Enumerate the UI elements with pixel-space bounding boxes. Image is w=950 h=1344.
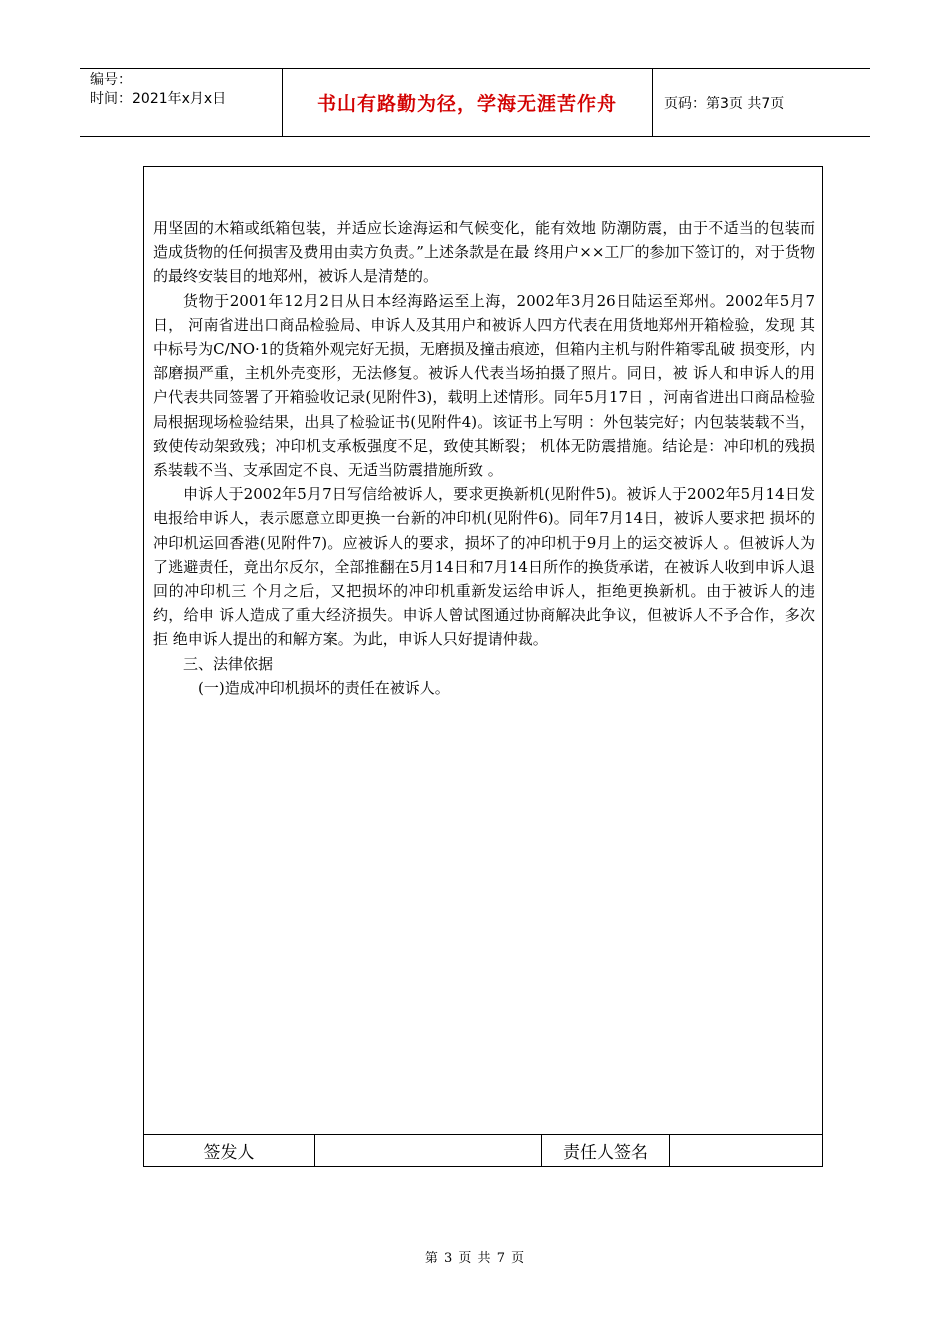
header-motto: 书山有路勤为径，学海无涯苦作舟 xyxy=(316,93,617,115)
issuer-label: 签发人 xyxy=(203,1143,255,1163)
document-body xyxy=(153,216,815,700)
responsible-label: 责任人签名 xyxy=(563,1143,648,1163)
body-paragraph: 用坚固的木箱或纸箱包装，并适应长途海运和气候变化，能有效地 防潮防震，由于不适当的包装而造成货物的任何损害及费用由卖方负责。”上述条款是在最 终用户××工厂的参加下签订的，对于货物的最终安装目的地郑州，被诉人是清楚的。 xyxy=(153,219,815,286)
subsection-heading: (一)造成冲印机损坏的责任在被诉人。 xyxy=(198,678,450,697)
page-footer: 第 3 页 共 7 页 xyxy=(424,1251,526,1266)
document-time-label: 时间：2021年x月x日 xyxy=(90,91,227,107)
document-number-label: 编号： xyxy=(90,72,132,88)
header-meta xyxy=(90,71,280,109)
header-page-info: 页码：第3页 共7页 xyxy=(664,95,785,112)
page-header xyxy=(80,68,870,137)
header-divider xyxy=(652,69,653,136)
signature-row xyxy=(143,1134,823,1167)
body-paragraph: 货物于2001年12月2日从日本经海路运至上海，2002年3月26日陆运至郑州。2002年5月7日， 河南省进出口商品检验局、申诉人及其用户和被诉人四方代表在用货地郑州开箱检验，发现 其中标号为C/NO·1的货箱外观完好无损，无磨损及撞击痕迹，但箱内主机与附件箱零乱破 损变形，内部磨损严重，主机外壳变形，无法修复。被诉人代表当场拍摄了照片。同日，被 诉人和申诉人的用户代表共同签署了开箱验收记录(见附件3)，载明上述情形。同年5月17日 ，河南省进出口商品检验局根据现场检验结果，出具了检验证书(见附件4)。该证书上写明 ：外包装完好；内包装装载不当，致使传动架致残；冲印机支承板强度不足，致使其断裂； 机体无防震措施。结论是：冲印机的残损系装载不当、支承固定不良、无适当防震措施所致 。 xyxy=(153,291,815,480)
section-heading: 三、法律依据 xyxy=(183,654,274,673)
body-paragraph: 申诉人于2002年5月7日写信给被诉人，要求更换新机(见附件5)。被诉人于2002年5月14日发 电报给申诉人，表示愿意立即更换一台新的冲印机(见附件6)。同年7月14日，被诉人要求把 损坏的冲印机运回香港(见附件7)。应被诉人的要求，损坏了的冲印机于9月上的运交被诉人 。但被诉人为了逃避责任，竟出尔反尔，全部推翻在5月14日和7月14日所作的换货承诺，在被诉人收到申诉人退回的冲印机三 个月之后，又把损坏的冲印机重新发运给申诉人，拒绝更换新机。由于被诉人的违约，给申 诉人造成了重大经济损失。申诉人曾试图通过协商解决此争议，但被诉人不予合作，多次拒 绝申诉人提出的和解方案。为此，申诉人只好提请仲裁。 xyxy=(153,485,815,649)
responsible-field[interactable] xyxy=(670,1135,822,1166)
issuer-field[interactable] xyxy=(315,1135,541,1166)
